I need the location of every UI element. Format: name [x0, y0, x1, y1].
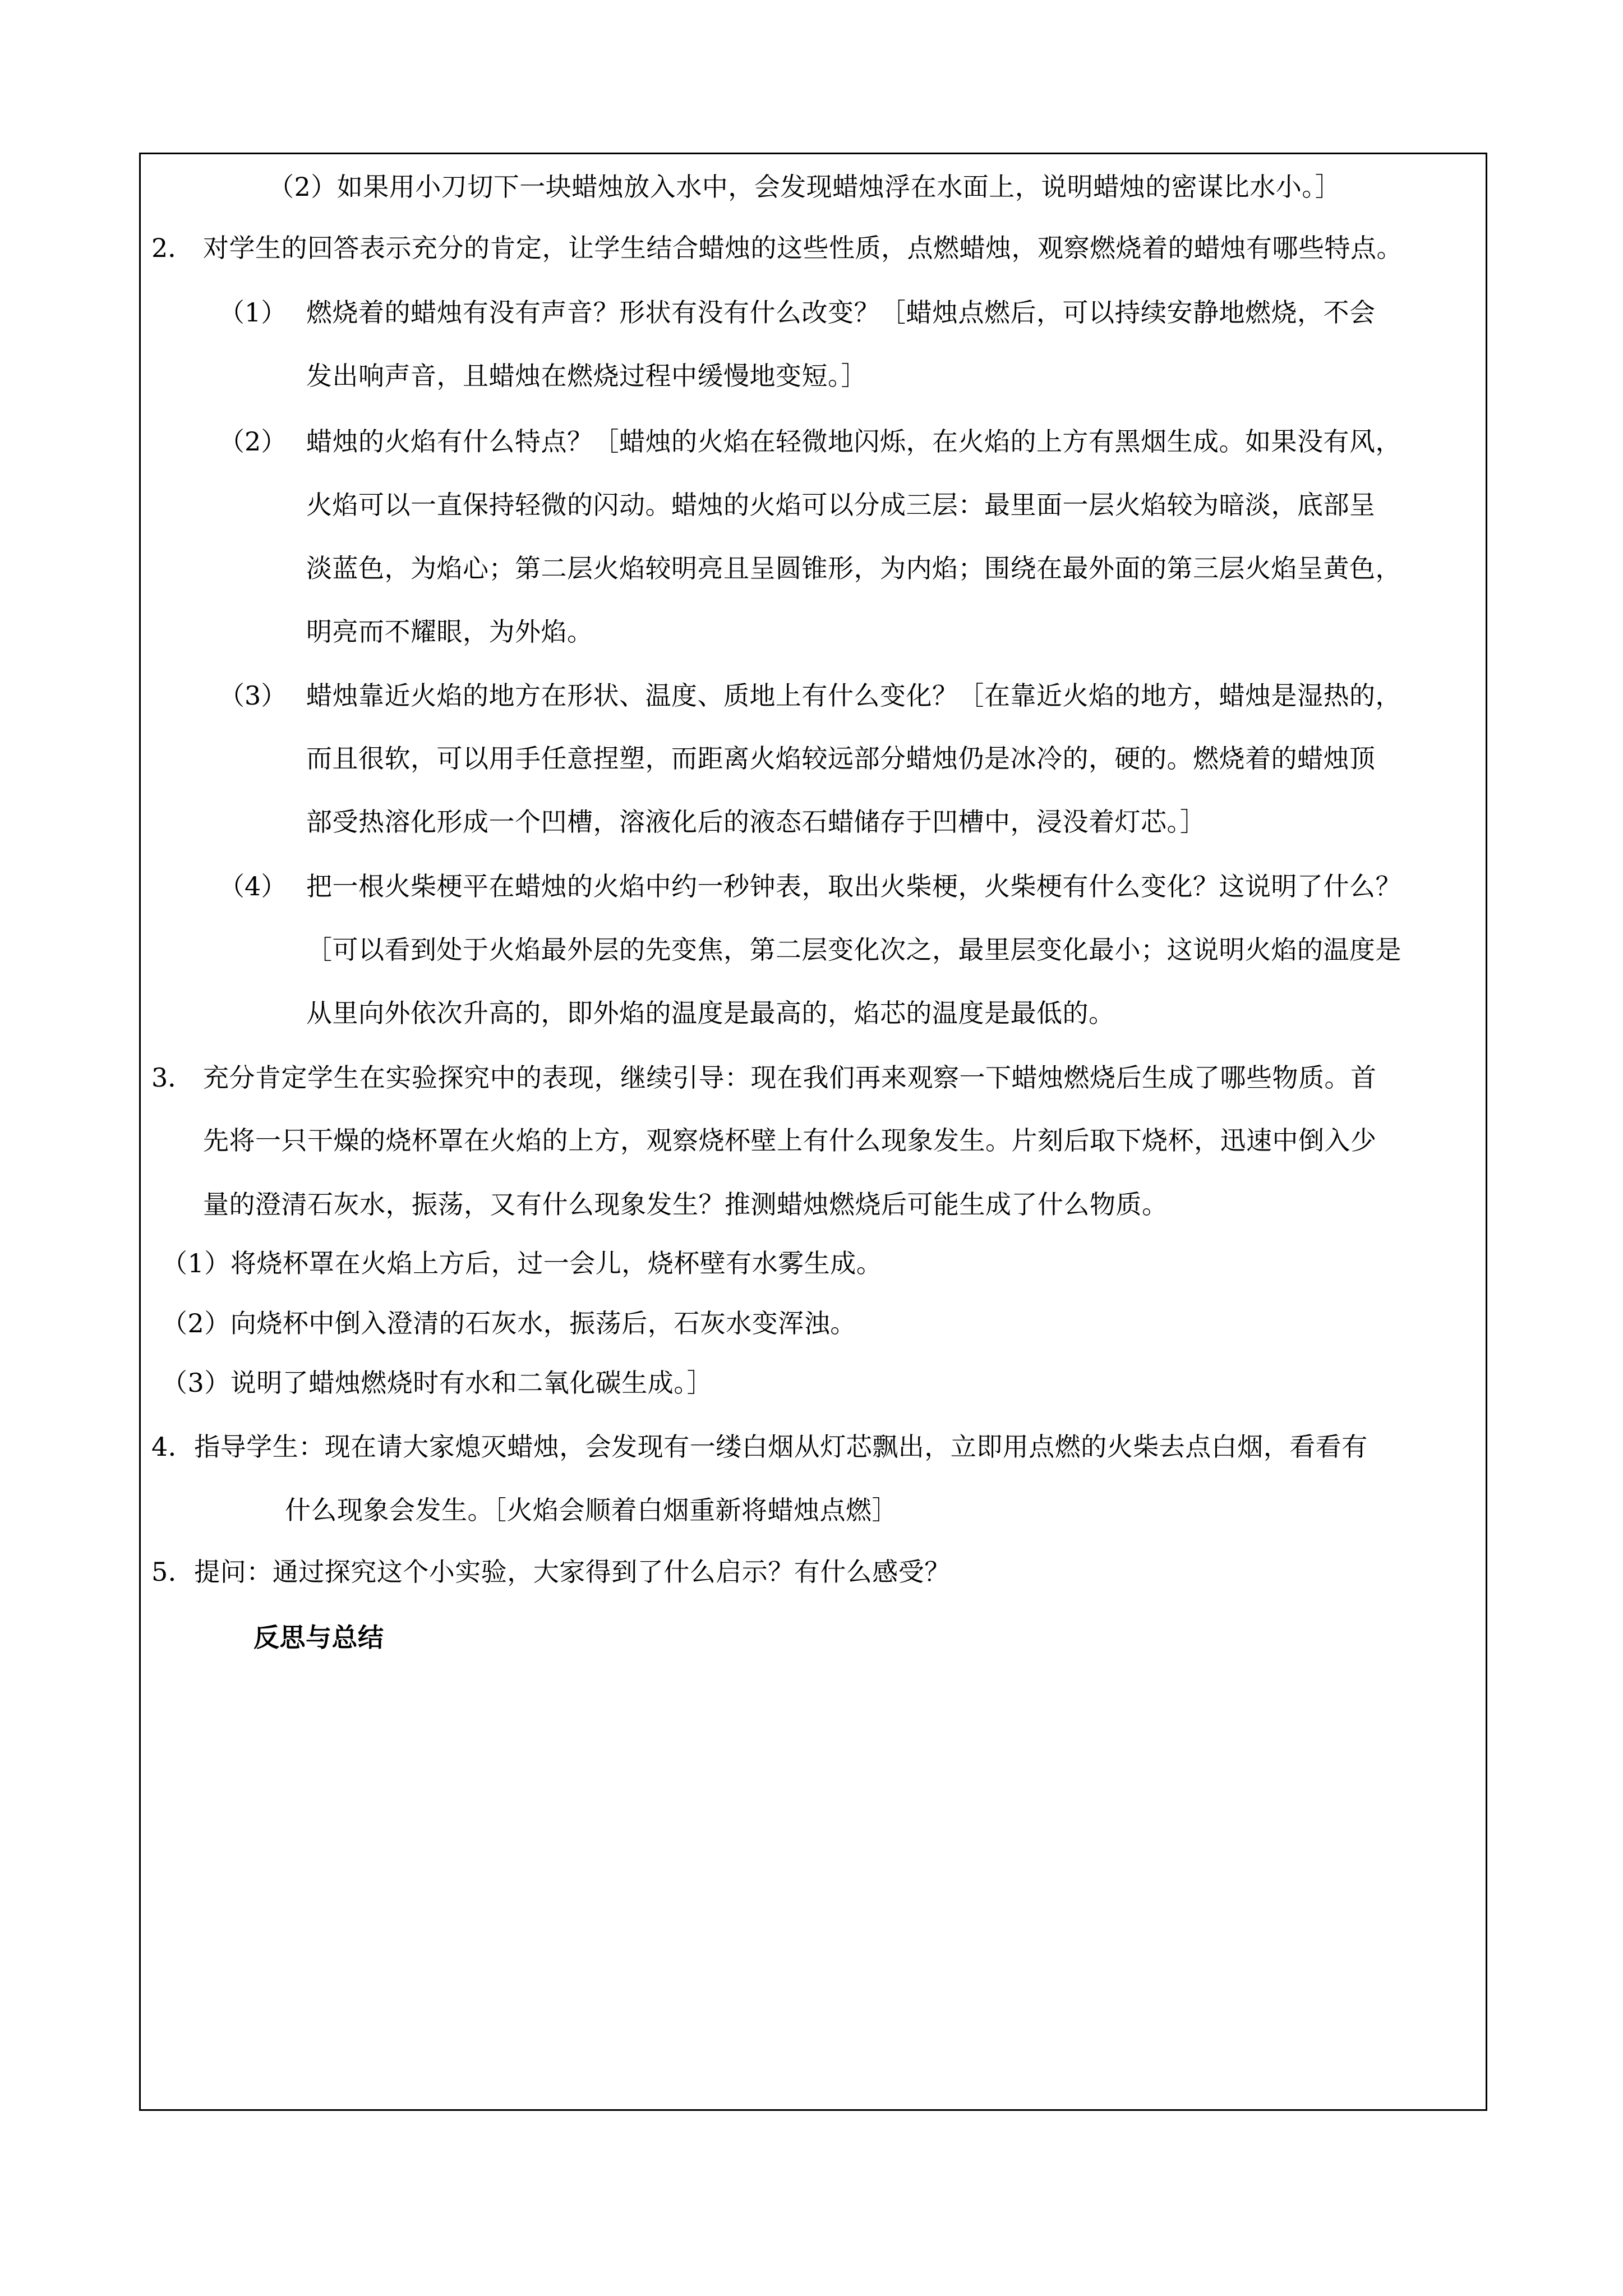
item2-sub2-line3: 淡蓝色，为焰心；第二层火焰较明亮且呈圆锥形，为内焰；围绕在最外面的第三层火焰呈黄色， — [306, 553, 1401, 583]
item3-sub3: （3）说明了蜡烛燃烧时有水和二氧化碳生成。］ — [162, 1368, 713, 1398]
item2-sub2-line2: 火焰可以一直保持轻微的闪动。蜡烛的火焰可以分成三层：最里面一层火焰较为暗淡，底部呈 — [306, 490, 1376, 520]
item2-sub4-line3: 从里向外依次升高的，即外焰的温度是最高的，焰芯的温度是最低的。 — [306, 998, 1115, 1028]
item2-sub4-number: （4） — [219, 871, 287, 901]
item3-line2: 先将一只干燥的烧杯罩在火焰的上方，观察烧杯壁上有什么现象发生。片刻后取下烧杯，迅速中倒入少 — [203, 1125, 1377, 1156]
item3-line3: 量的澄清石灰水，振荡，又有什么现象发生？推测蜡烛燃烧后可能生成了什么物质。 — [203, 1189, 1168, 1220]
item3-sub1: （1）将烧杯罩在火焰上方后，过一会儿，烧杯壁有水雾生成。 — [162, 1248, 883, 1278]
item4-line2: 什么现象会发生。［火焰会顺着白烟重新将蜡烛点燃］ — [285, 1495, 898, 1525]
item2-sub2-line4: 明亮而不耀眼，为外焰。 — [306, 616, 593, 647]
item2-sub2-line1: 蜡烛的火焰有什么特点？［蜡烛的火焰在轻微地闪烁，在火焰的上方有黑烟生成。如果没有风， — [306, 426, 1401, 457]
item2-sub3-line1: 蜡烛靠近火焰的地方在形状、温度、质地上有什么变化？［在靠近火焰的地方，蜡烛是湿热的， — [306, 680, 1401, 711]
item2-sub1-line1: 燃烧着的蜡烛有没有声音？形状有没有什么改变？［蜡烛点燃后，可以持续安静地燃烧，不会 — [306, 297, 1376, 328]
reflection-heading: 反思与总结 — [253, 1622, 384, 1653]
item5: 5．提问：通过探究这个小实验，大家得到了什么启示？有什么感受？ — [151, 1557, 951, 1587]
item2-sub4-line1: 把一根火柴梗平在蜡烛的火焰中约一秒钟表，取出火柴梗，火柴梗有什么变化？这说明了什么？ — [306, 871, 1401, 901]
item1-point2: （2）如果用小刀切下一块蜡烛放入水中，会发现蜡烛浮在水面上，说明蜡烛的密谋比水小。］ — [268, 172, 1341, 202]
item2-sub3-line3: 部受热溶化形成一个凹槽，溶液化后的液态石蜡储存于凹槽中，浸没着灯芯。］ — [306, 807, 1206, 837]
item2-sub1-line2: 发出响声音，且蜡烛在燃烧过程中缓慢地变短。］ — [306, 361, 867, 391]
item2-sub2-number: （2） — [219, 426, 287, 457]
item3-sub2: （2）向烧杯中倒入澄清的石灰水，振荡后，石灰水变浑浊。 — [162, 1308, 856, 1338]
item2-sub4-line2: ［可以看到处于火焰最外层的先变焦，第二层变化次之，最里层变化最小；这说明火焰的温度是 — [306, 935, 1401, 965]
item2-sub3-line2: 而且很软，可以用手任意捏塑，而距离火焰较远部分蜡烛仍是冰冷的，硬的。燃烧着的蜡烛顶 — [306, 743, 1376, 774]
item4-line1: 4．指导学生：现在请大家熄灭蜡烛，会发现有一缕白烟从灯芯飘出，立即用点燃的火柴去点白烟，看看有 — [151, 1432, 1368, 1462]
item3-number: 3． — [151, 1062, 194, 1093]
item2-number: 2． — [151, 233, 194, 263]
item3-line1: 充分肯定学生在实验探究中的表现，继续引导：现在我们再来观察一下蜡烛燃烧后生成了哪些物质。首 — [203, 1062, 1377, 1093]
item2-sub3-number: （3） — [219, 680, 287, 711]
item2-intro: 对学生的回答表示充分的肯定，让学生结合蜡烛的这些性质，点燃蜡烛，观察燃烧着的蜡烛有哪些特点。 — [203, 233, 1403, 263]
item2-sub1-number: （1） — [219, 297, 287, 328]
